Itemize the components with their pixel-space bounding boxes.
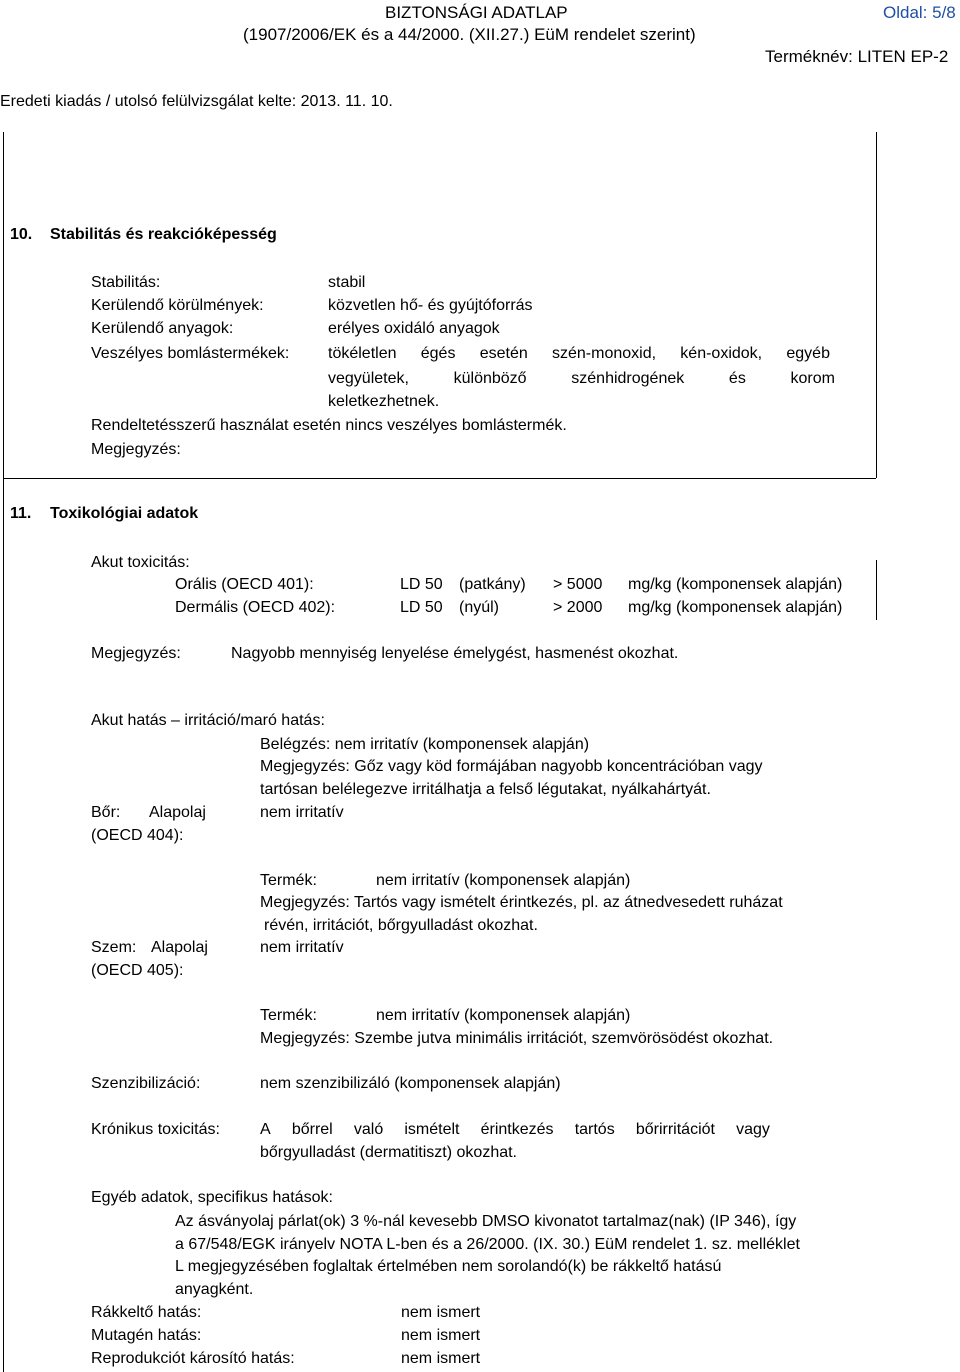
eye-product-label: Termék: bbox=[260, 1007, 317, 1024]
inhalation-note-2: tartósan belélegezve irritálhatja a felső légutakat, nyálkahártyát. bbox=[260, 781, 711, 798]
section11-number: 11. bbox=[10, 505, 32, 522]
eye-value: nem irritatív bbox=[260, 939, 344, 956]
decomposition-line-3: keletkezhetnek. bbox=[328, 393, 440, 410]
ingestion-note-label: Megjegyzés: bbox=[91, 645, 181, 662]
decomposition-line-2 bbox=[328, 371, 835, 387]
eye-product-value: nem irritatív (komponensek alapján) bbox=[376, 1007, 631, 1024]
skin-label-2: (OECD 404): bbox=[91, 827, 184, 844]
word: különböző bbox=[453, 370, 527, 387]
dermal-value: > 2000 bbox=[553, 599, 603, 616]
word: egyéb bbox=[786, 345, 830, 362]
materials-label: Kerülendő anyagok: bbox=[91, 320, 234, 337]
word: ismételt bbox=[404, 1121, 460, 1138]
reproductive-label: Reprodukciót károsító hatás: bbox=[91, 1350, 295, 1367]
sensitization-label: Szenzibilizáció: bbox=[91, 1075, 201, 1092]
skin-product-label: Termék: bbox=[260, 872, 317, 889]
word: égés bbox=[420, 345, 456, 362]
other-data-line-4: anyagként. bbox=[175, 1281, 254, 1298]
word: esetén bbox=[479, 345, 528, 362]
ingestion-note-value: Nagyobb mennyiség lenyelése émelygést, hasmenést okozhat. bbox=[231, 645, 679, 662]
other-data-line-3: L megjegyzésében foglaltak értelmében nem sorolandó(k) be rákkeltő hatású bbox=[175, 1258, 722, 1275]
carcinogenicity-value: nem ismert bbox=[401, 1304, 481, 1321]
eye-label-b: Alapolaj bbox=[151, 939, 208, 956]
eye-note: Megjegyzés: Szembe jutva minimális irritációt, szemvörösödést okozhat. bbox=[260, 1030, 774, 1047]
word: és bbox=[728, 370, 746, 387]
chronic-line-1 bbox=[260, 1122, 770, 1138]
document-title: BIZTONSÁGI ADATLAP bbox=[385, 3, 568, 22]
word: bőrrel bbox=[291, 1121, 333, 1138]
dermal-species: (nyúl) bbox=[459, 599, 500, 616]
oral-species: (patkány) bbox=[459, 576, 526, 593]
regulation-reference: (1907/2006/EK és a 44/2000. (XII.27.) EüM rendelet szerint) bbox=[243, 25, 696, 44]
skin-note-2: révén, irritációt, bőrgyulladást okozhat. bbox=[264, 917, 538, 934]
word: kén-oxidok, bbox=[680, 345, 763, 362]
eye-label-2: (OECD 405): bbox=[91, 962, 184, 979]
other-data-line-1: Az ásványolaj párlat(ok) 3 %-nál kevesebb DMSO kivonatot tartalmaz(nak) (IP 346), így bbox=[175, 1213, 797, 1230]
mutagenicity-value: nem ismert bbox=[401, 1327, 481, 1344]
oral-ld50: LD 50 bbox=[400, 576, 443, 593]
section11-title: Toxikológiai adatok bbox=[50, 505, 199, 522]
word: vegyületek, bbox=[328, 370, 409, 387]
dermal-route: Dermális (OECD 402): bbox=[175, 599, 336, 616]
page-number: Oldal: 5/8 bbox=[883, 3, 956, 22]
skin-product-value: nem irritatív (komponensek alapján) bbox=[376, 872, 631, 889]
oral-unit: mg/kg (komponensek alapján) bbox=[628, 576, 843, 593]
irritation-label: Akut hatás – irritáció/maró hatás: bbox=[91, 712, 325, 729]
materials-value: erélyes oxidáló anyagok bbox=[328, 320, 500, 337]
other-data-line-2: a 67/548/EGK irányelv NOTA L-ben és a 26/2000. (IX. 30.) EüM rendelet 1. sz. melléklet bbox=[175, 1236, 800, 1253]
inhalation-value: Belégzés: nem irritatív (komponensek alapján) bbox=[260, 736, 590, 753]
carcinogenicity-label: Rákkeltő hatás: bbox=[91, 1304, 202, 1321]
acute-toxicity-label: Akut toxicitás: bbox=[91, 554, 190, 571]
skin-note-1: Megjegyzés: Tartós vagy ismételt érintkezés, pl. az átnedvesedett ruházat bbox=[260, 894, 783, 911]
sensitization-value: nem szenzibilizáló (komponensek alapján) bbox=[260, 1075, 561, 1092]
frame-right-line-section11 bbox=[876, 560, 877, 620]
stability-value: stabil bbox=[328, 274, 366, 291]
frame-left-line bbox=[3, 132, 4, 1372]
other-data-label: Egyéb adatok, specifikus hatások: bbox=[91, 1189, 333, 1206]
word: szénhidrogének bbox=[571, 370, 685, 387]
decomposition-label: Veszélyes bomlástermékek: bbox=[91, 345, 290, 362]
reproductive-value: nem ismert bbox=[401, 1350, 481, 1367]
conditions-value: közvetlen hő- és gyújtóforrás bbox=[328, 297, 533, 314]
section10-note-label: Megjegyzés: bbox=[91, 441, 181, 458]
word: A bbox=[260, 1121, 271, 1138]
frame-right-line-section10 bbox=[876, 132, 877, 478]
word: tartós bbox=[574, 1121, 615, 1138]
dermal-ld50: LD 50 bbox=[400, 599, 443, 616]
section10-title: Stabilitás és reakcióképesség bbox=[50, 226, 277, 243]
product-name: Terméknév: LITEN EP-2 bbox=[765, 47, 949, 66]
issue-date: Eredeti kiadás / utolsó felülvizsgálat kelte: 2013. 11. 10. bbox=[0, 93, 393, 110]
decomposition-line-1 bbox=[328, 346, 830, 362]
dermal-unit: mg/kg (komponensek alapján) bbox=[628, 599, 843, 616]
word: szén-monoxid, bbox=[552, 345, 657, 362]
conditions-label: Kerülendő körülmények: bbox=[91, 297, 264, 314]
word: tökéletlen bbox=[328, 345, 397, 362]
stability-label: Stabilitás: bbox=[91, 274, 161, 291]
eye-label-a: Szem: bbox=[91, 939, 137, 956]
word: érintkezés bbox=[480, 1121, 554, 1138]
oral-route: Orális (OECD 401): bbox=[175, 576, 314, 593]
mutagenicity-label: Mutagén hatás: bbox=[91, 1327, 202, 1344]
inhalation-note-1: Megjegyzés: Gőz vagy köd formájában nagyobb koncentrációban vagy bbox=[260, 758, 763, 775]
chronic-line-2: bőrgyulladást (dermatitiszt) okozhat. bbox=[260, 1144, 517, 1161]
word: bőrirritációt bbox=[635, 1121, 715, 1138]
chronic-label: Krónikus toxicitás: bbox=[91, 1121, 220, 1138]
section-divider bbox=[3, 478, 876, 479]
word: vagy bbox=[736, 1121, 770, 1138]
word: korom bbox=[790, 370, 835, 387]
word: való bbox=[353, 1121, 384, 1138]
skin-label-b: Alapolaj bbox=[149, 804, 206, 821]
section10-number: 10. bbox=[10, 226, 33, 243]
skin-value: nem irritatív bbox=[260, 804, 344, 821]
normal-use-statement: Rendeltetésszerű használat esetén nincs veszélyes bomlástermék. bbox=[91, 417, 567, 434]
oral-value: > 5000 bbox=[553, 576, 603, 593]
skin-label-a: Bőr: bbox=[91, 804, 121, 821]
